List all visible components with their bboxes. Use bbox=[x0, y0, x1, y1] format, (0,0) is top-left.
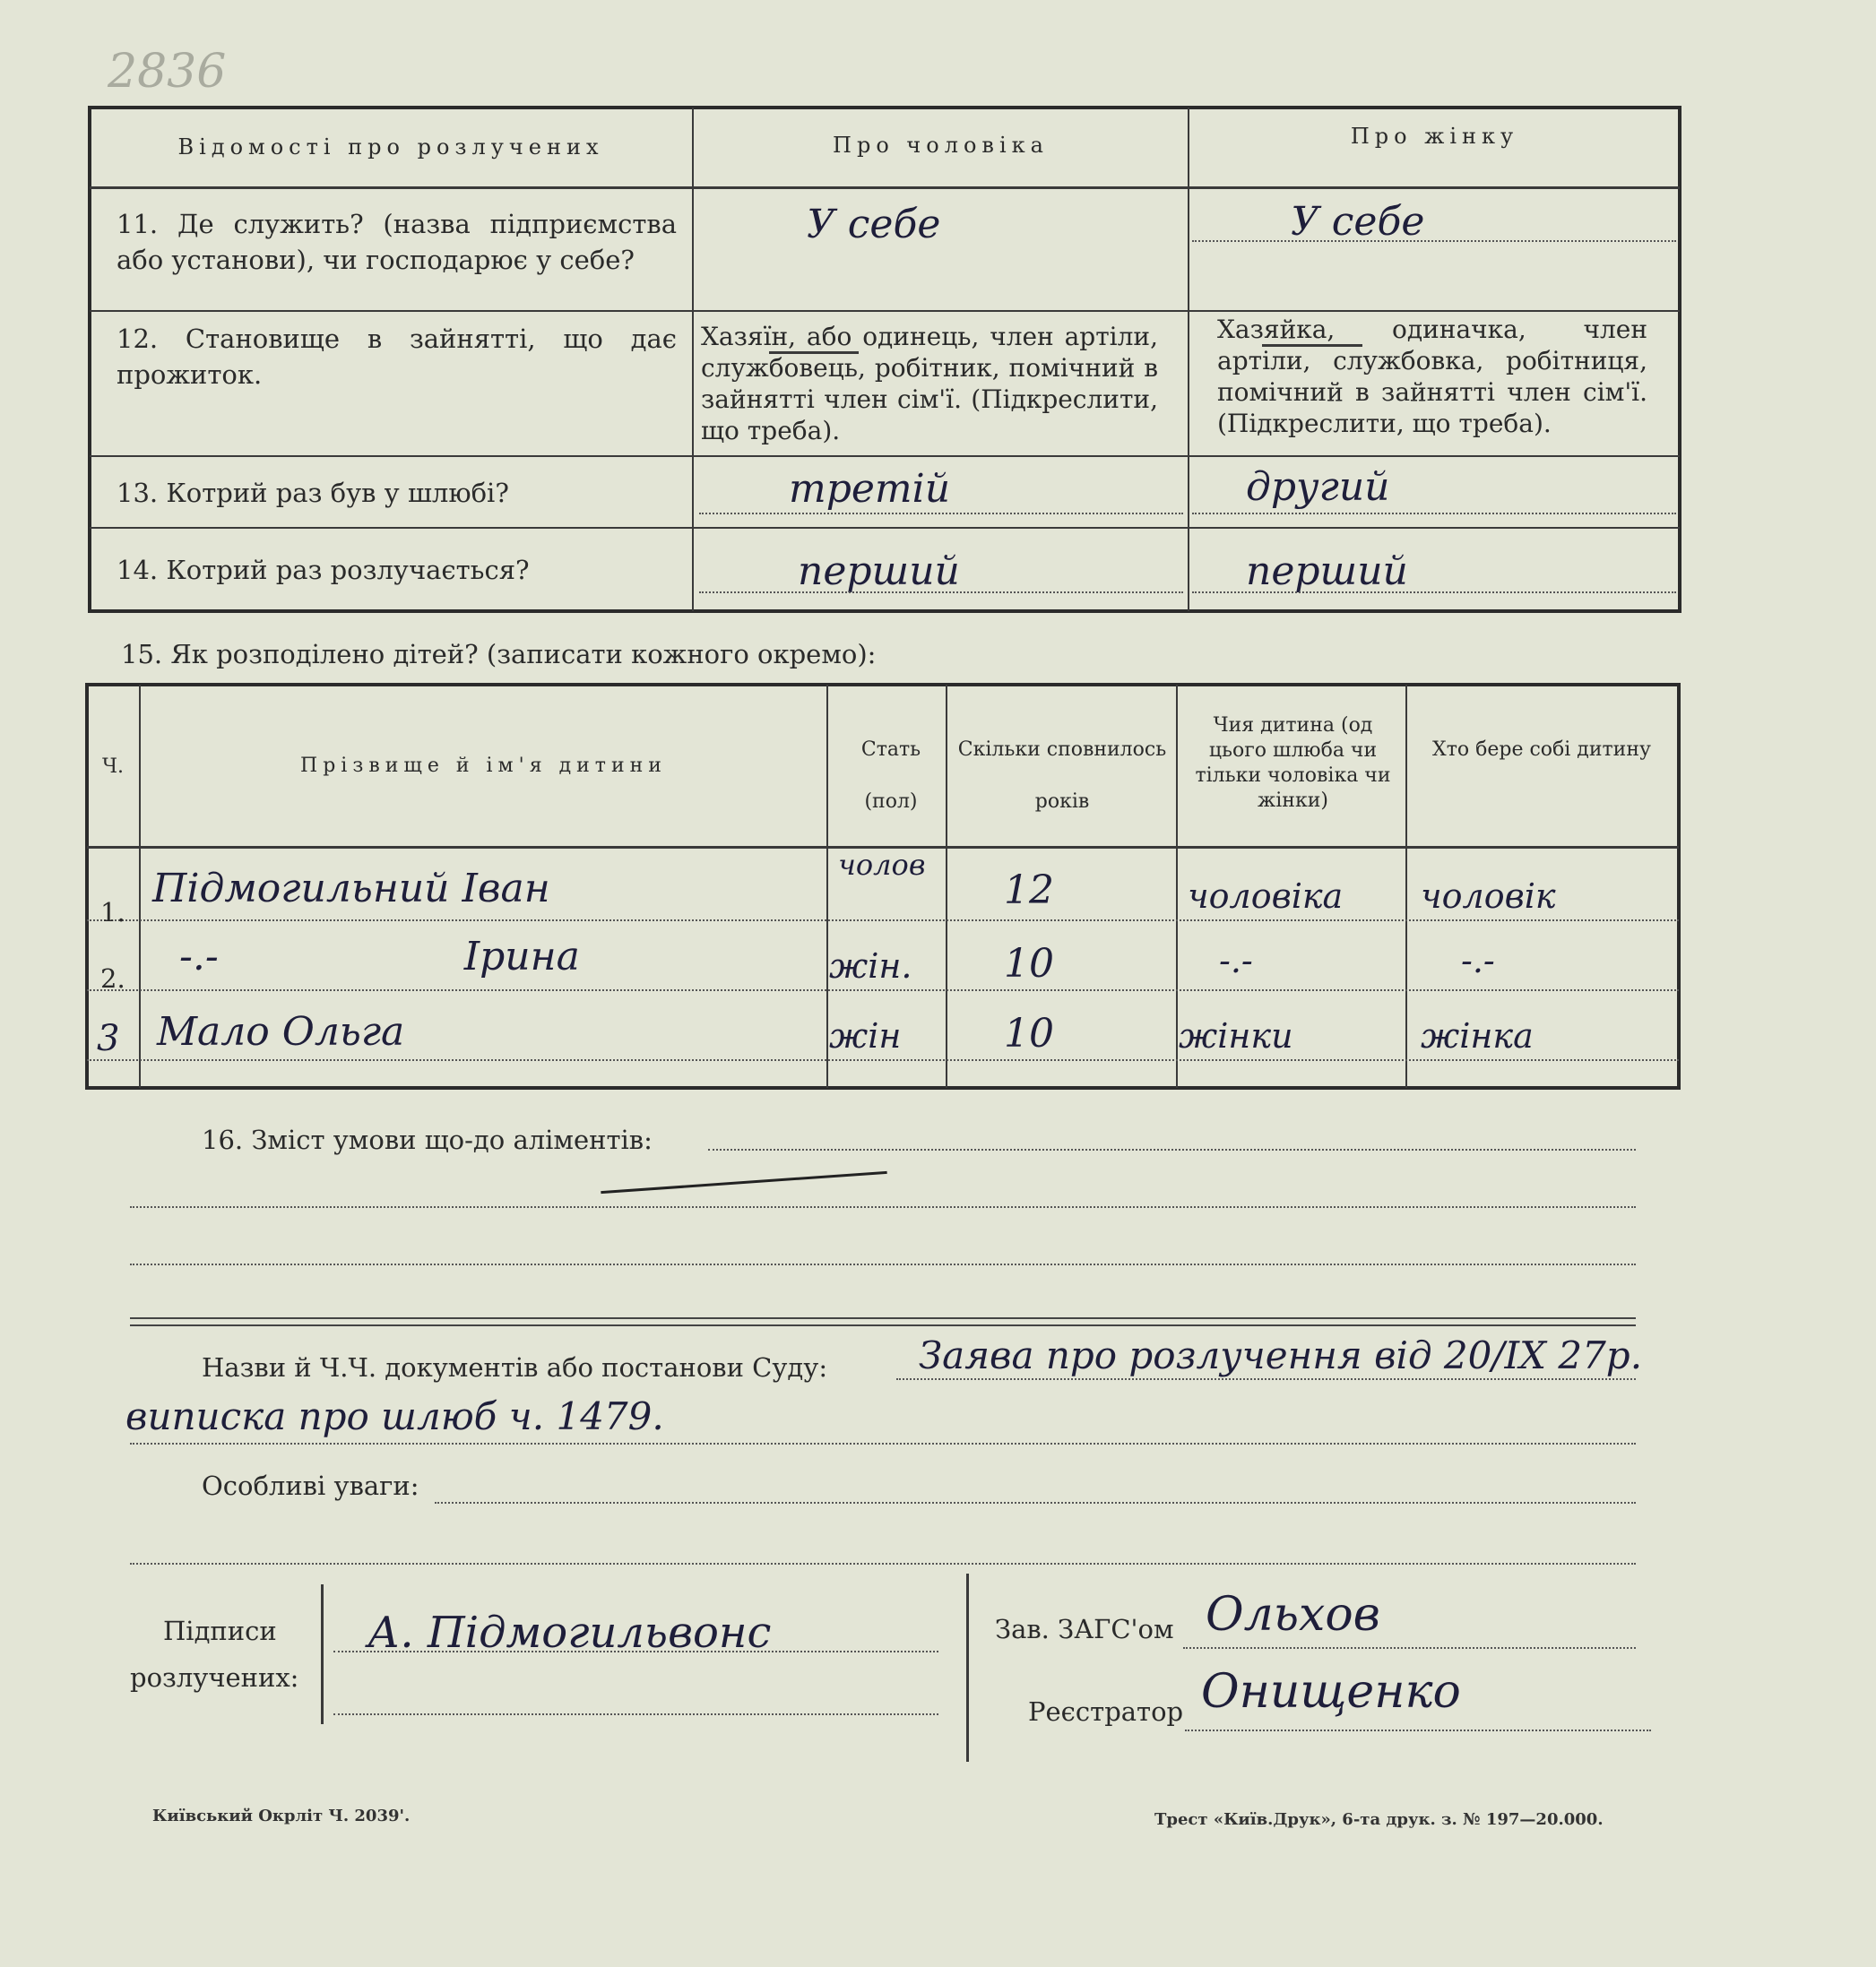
pencil-number: 2836 bbox=[108, 45, 227, 99]
child-3-number: 3 bbox=[97, 1018, 120, 1059]
question-12: 12. Становище в зайнятті, що дає прожиток. bbox=[117, 324, 677, 390]
husband-divorce-count-value: перший bbox=[798, 548, 960, 594]
child-1-whose: чоловіка bbox=[1188, 876, 1344, 916]
wife-divorce-count-value: перший bbox=[1246, 548, 1408, 594]
wife-workplace-value: У себе bbox=[1291, 199, 1425, 245]
notes-label: Особливі уваги: bbox=[202, 1471, 419, 1501]
child-1-sex: чолов bbox=[838, 848, 926, 882]
header-sex: Стать (пол) bbox=[860, 738, 921, 813]
signatures-label-line-1: Підписи bbox=[163, 1616, 277, 1646]
footer-printer: Трест «Київ.Друк», 6-та друк. з. № 197—20.000. bbox=[1154, 1810, 1604, 1829]
registry-head-signature: Ольхов bbox=[1206, 1588, 1380, 1642]
child-1-age: 12 bbox=[1004, 867, 1054, 913]
question-13: 13. Котрий раз був у шлюбі? bbox=[117, 478, 509, 508]
child-3-sex: жін bbox=[829, 1016, 902, 1056]
wife-occupation-options: Хазяйка, одиначка, член артіли, службовка, робітниця, помічний в зайнятті член сім'ї. (Підкреслити, що треба). bbox=[1217, 315, 1647, 438]
registry-head-label: Зав. ЗАГС'ом bbox=[995, 1614, 1174, 1644]
divorcee-signature: А. Підмогильвонс bbox=[367, 1608, 772, 1658]
question-11: 11. Де служить? (назва підприємства або установи), чи господарює у себе? bbox=[117, 209, 677, 275]
signatures-label-line-2: розлучених: bbox=[130, 1662, 299, 1693]
husband-marriage-count-value: третій bbox=[789, 466, 951, 512]
header-child-name: Прізвище й ім'я дитини bbox=[300, 755, 667, 777]
child-3-whose: жінки bbox=[1179, 1016, 1293, 1056]
header-who-takes: Хто бере собі дитину bbox=[1432, 738, 1651, 761]
child-3-who-takes: жінка bbox=[1421, 1016, 1534, 1056]
child-1-who-takes: чоловік bbox=[1421, 876, 1556, 916]
footer-print-permit: Київський Окрліт Ч. 2039'. bbox=[152, 1807, 411, 1825]
registrar-label: Реєстратор bbox=[1028, 1696, 1184, 1727]
question-15: 15. Як розподілено дітей? (записати кожного окремо): bbox=[121, 639, 877, 669]
child-3-age: 10 bbox=[1004, 1011, 1054, 1057]
child-2-who-takes: -.- bbox=[1461, 941, 1495, 980]
header-husband: Про чоловіка bbox=[833, 133, 1049, 158]
child-2-age: 10 bbox=[1004, 941, 1054, 987]
child-1-number: 1. bbox=[100, 897, 125, 927]
header-number: Ч. bbox=[102, 755, 124, 778]
documents-label: Назви й Ч.Ч. документів або постанови Суду: bbox=[202, 1352, 828, 1383]
header-age: Скільки сповнилось років bbox=[957, 738, 1167, 813]
husband-occupation-options: Хазяїн, або одинець, член артіли, службовець, робітник, помічний в зайнятті член сім'ї. (Підкреслити, що треба). bbox=[701, 322, 1158, 445]
child-2-sex: жін. bbox=[829, 946, 912, 986]
child-1-name: Підмогильний Іван bbox=[152, 866, 550, 911]
question-14: 14. Котрий раз розлучається? bbox=[117, 555, 530, 585]
documents-value-line-2: виписка про шлюб ч. 1479. bbox=[125, 1394, 664, 1438]
child-2-number: 2. bbox=[100, 963, 125, 994]
husband-workplace-value: У себе bbox=[807, 202, 941, 247]
child-3-name: Мало Ольга bbox=[157, 1009, 405, 1055]
header-spouse-info: Відомості про розлучених bbox=[177, 134, 604, 160]
question-16: 16. Зміст умови що-до аліментів: bbox=[202, 1125, 653, 1155]
documents-value-line-1: Заява про розлучення від 20/ІХ 27р. bbox=[919, 1333, 1643, 1377]
header-whose-child: Чия дитина (од цього шлюба чи тільки чоловіка чи жінки) bbox=[1195, 714, 1391, 812]
child-2-name: -.- Ірина bbox=[179, 934, 580, 979]
wife-marriage-count-value: другий bbox=[1246, 464, 1390, 510]
registrar-signature: Онищенко bbox=[1201, 1665, 1461, 1719]
child-2-whose: -.- bbox=[1219, 941, 1253, 980]
alimony-dash-stroke bbox=[601, 1171, 886, 1194]
header-wife: Про жінку bbox=[1350, 124, 1519, 149]
